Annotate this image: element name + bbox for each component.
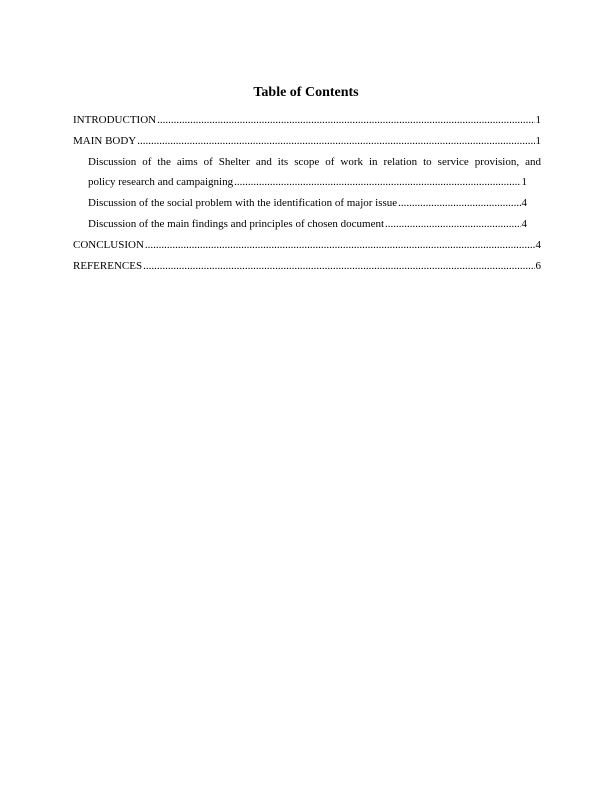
toc-leader-dots [398, 196, 520, 210]
toc-leader-dots [137, 134, 534, 148]
toc-page-number: 6 [535, 260, 541, 272]
toc-leader-dots [385, 217, 520, 231]
toc-entry-label: CONCLUSION [73, 239, 144, 251]
toc-page-number: 4 [535, 239, 541, 251]
toc-entry-main-findings[interactable] [73, 217, 541, 238]
toc-entry-label: Discussion of the main findings and principles of chosen document [88, 218, 385, 230]
toc-entry-conclusion[interactable] [73, 238, 541, 259]
toc-entry-label: Discussion of the social problem with the identification of major issue [88, 197, 398, 209]
toc-entry-label: policy research and campaigning [88, 176, 234, 188]
toc-entry-label: INTRODUCTION [73, 114, 157, 126]
toc-page-number: 4 [521, 197, 527, 209]
toc-leader-dots [234, 175, 520, 189]
toc-entry-label: REFERENCES [73, 260, 143, 272]
toc-title: Table of Contents [253, 85, 359, 100]
toc-list [73, 113, 541, 280]
toc-entry-social-problem[interactable] [73, 196, 541, 217]
toc-entry-shelter-aims-line2[interactable] [73, 175, 541, 196]
toc-entry-references[interactable] [73, 259, 541, 280]
toc-page-number: 1 [535, 114, 541, 126]
toc-page-number: 1 [521, 176, 527, 188]
toc-leader-dots [145, 238, 535, 252]
toc-page-number: 4 [521, 218, 527, 230]
toc-entry-main-body[interactable] [73, 134, 541, 155]
toc-entry-label: MAIN BODY [73, 135, 137, 147]
toc-entry-shelter-aims-line1[interactable] [73, 155, 541, 175]
toc-entry-label: Discussion of the aims of Shelter and its scope of work in relation to service provision, and [88, 156, 541, 168]
toc-leader-dots [143, 259, 534, 273]
toc-leader-dots [157, 113, 534, 127]
toc-page-number: 1 [535, 135, 541, 147]
toc-entry-introduction[interactable] [73, 113, 541, 134]
